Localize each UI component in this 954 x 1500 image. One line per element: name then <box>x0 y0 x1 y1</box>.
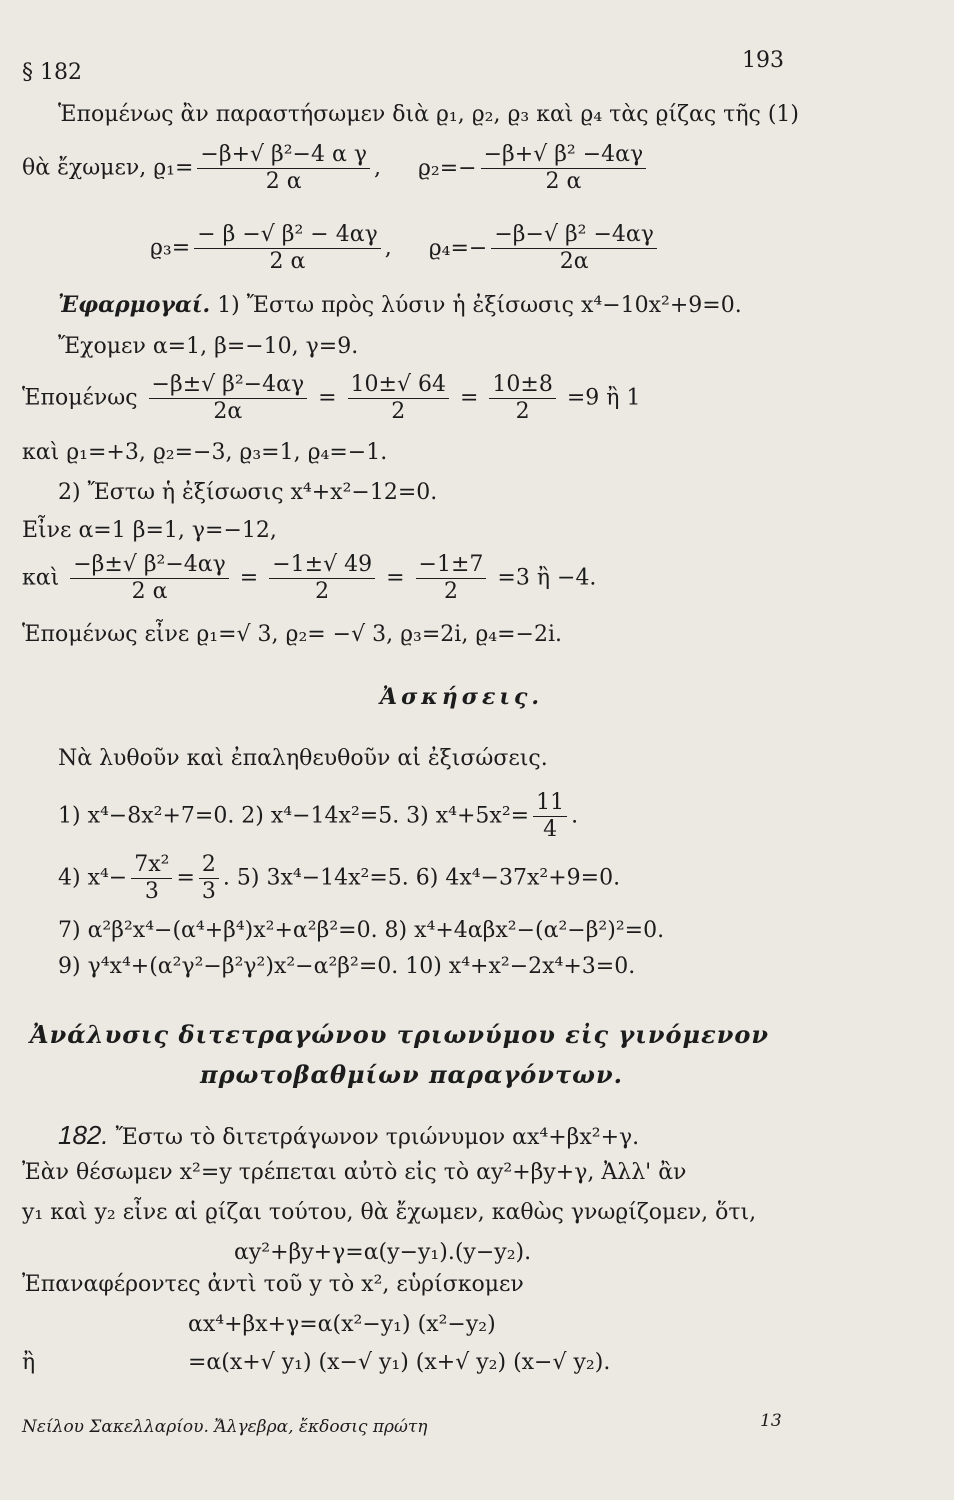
section-paragraph-4: Ἐπαναφέροντες ἀντὶ τοῦ y τὸ x², εὑρίσκομεν <box>22 1272 524 1297</box>
root3-lhs: ϱ₃= <box>150 235 191 261</box>
ex2-fraction-1 <box>70 552 229 605</box>
ex2-formula: καὶ $\frac{\text{−β±√ β²−4αγ}}{2 \alpha}$ = $\frac{-1\pm√ 49}{2}$ = $\frac{-1\pm 7}{2}$ =3 ἢ −4. <box>22 552 597 604</box>
section-title-line-2: πρωτοβαθμίων παραγόντων. <box>200 1060 623 1089</box>
exercises-row-3: 7) α²β²x⁴−(α⁴+β⁴)x²+α²β²=0. 8) x⁴+4αβx²−(α²−β²)²=0. <box>58 918 665 943</box>
section-p1-text: Ἔστω τὸ διτετράγωνον τριώνυμον αx⁴+βx²+γ. <box>115 1125 640 1150</box>
root3-den: 2 α <box>269 249 306 274</box>
ex1-fraction-1 <box>149 372 308 425</box>
exercise-4-f1-num: 7x² <box>131 852 172 879</box>
ex2-lead: καὶ <box>22 565 60 591</box>
ex2-f2-den: 2 <box>315 579 330 604</box>
ex1-f2-den: 2 <box>391 399 406 424</box>
footer-credit: Νείλου Σακελλαρίου. Ἄλγεβρα, ἔκδοσις πρώτη <box>22 1417 428 1437</box>
ex2-f3-den: 2 <box>443 579 458 604</box>
equation-2: αx⁴+βx+γ=α(x²−y₁) (x²−y₂) <box>188 1312 496 1337</box>
ex1-statement: 1) Ἔστω πρὸς λύσιν ἡ ἐξίσωσις x⁴−10x²+9=0. <box>217 293 742 318</box>
ex2-roots: Ἑπομένως εἶνε ϱ₁=√ 3, ϱ₂= −√ 3, ϱ₃=2i, ϱ₄=−2i. <box>22 622 562 647</box>
section-number: 182. <box>58 1120 109 1150</box>
exercise-3-fraction <box>533 790 567 843</box>
exercises-row1-text: 1) x⁴−8x²+7=0. 2) x⁴−14x²=5. 3) x⁴+5x²= <box>58 803 530 829</box>
ex1-f3-den: 2 <box>515 399 530 424</box>
section-paragraph-3: y₁ καὶ y₂ εἶνε αἱ ϱίζαι τούτου, θὰ ἔχωμεν, καθὼς γνωϱίζομεν, ὅτι, <box>22 1200 757 1225</box>
root2-fraction <box>481 142 647 195</box>
applications-title: Ἐφαρμογαί. <box>58 292 211 318</box>
root1-den: 2 α <box>265 169 302 194</box>
exercises-title: Ἀσκήσεις. <box>380 684 544 710</box>
root-row-2: ϱ₃= $\frac{\text{− β −√ β² − 4αγ}}{2 \alpha}$ , ϱ₄=− $\frac{\text{−β−√ β² −4αγ}}{2\alpha}$ <box>150 222 661 275</box>
root4-den: 2α <box>559 249 589 274</box>
root2-lhs: ϱ₂=− <box>417 155 477 181</box>
ex2-coefficients: Εἶνε α=1 β=1, γ=−12, <box>22 518 277 543</box>
exercise-3-num: 11 <box>533 790 567 817</box>
section-paragraph-1 <box>58 1122 639 1151</box>
ex1-f1-den: 2α <box>213 399 243 424</box>
equation-1: αy²+βy+γ=α(y−y₁).(y−y₂). <box>234 1240 532 1265</box>
exercises-row-4: 9) γ⁴x⁴+(α²γ²−β²γ²)x²−α²β²=0. 10) x⁴+x²−2x⁴+3=0. <box>58 954 636 979</box>
root1-fraction <box>197 142 370 195</box>
root1-num: −β+√ β²−4 α γ <box>197 142 370 169</box>
ex2-fraction-2 <box>269 552 375 605</box>
root3-num: − β −√ β² − 4αγ <box>194 222 381 249</box>
ex2-f1-num: −β±√ β²−4αγ <box>70 552 229 579</box>
root4-lhs: ϱ₄=− <box>428 235 488 261</box>
exercises-row-1: 1) x⁴−8x²+7=0. 2) x⁴−14x²=5. 3) x⁴+5x²= $\frac{11}{4}$ . <box>58 790 579 842</box>
section-title-line-1: Ἀνάλυσις διτετραγώνου τριωνύμου εἰς γινόμενον <box>30 1020 770 1049</box>
root2-den: 2 α <box>545 169 582 194</box>
ex2-f3-num: −1±7 <box>416 552 487 579</box>
ex1-f1-num: −β±√ β²−4αγ <box>149 372 308 399</box>
applications-ex1 <box>58 292 742 319</box>
ex1-f2-num: 10±√ 64 <box>348 372 449 399</box>
ex1-f3-num: 10±8 <box>489 372 555 399</box>
exercise-4-f1-den: 3 <box>144 879 159 904</box>
root1-lhs: ϱ₁= <box>153 155 194 181</box>
footer-signature: 13 <box>760 1411 782 1431</box>
ex2-statement: 2) Ἔστω ἡ ἐξίσωσις x⁴+x²−12=0. <box>58 480 438 505</box>
intro-lead: θὰ ἔχωμεν, <box>22 155 147 181</box>
ex1-fraction-3 <box>489 372 555 425</box>
exercises-row2-rest: . 5) 3x⁴−14x²=5. 6) 4x⁴−37x²+9=0. <box>222 865 621 891</box>
root-row-1: θὰ ἔχωμεν, ϱ₁= $\frac{\text{−β+√ β²−4 α γ}}{2 \alpha}$ , ϱ₂=− $\frac{\text{−β+√ β² −4αγ}}{2 \alpha}$ <box>22 142 650 195</box>
exercise-4-fraction-1 <box>131 852 172 905</box>
root4-fraction <box>491 222 657 275</box>
root3-fraction <box>194 222 381 275</box>
exercise-4-f2-den: 3 <box>201 879 216 904</box>
ex1-fraction-2 <box>348 372 449 425</box>
ex1-result: =9 ἢ 1 <box>566 385 641 411</box>
section-marker: § 182 <box>22 60 82 85</box>
root2-num: −β+√ β² −4αγ <box>481 142 647 169</box>
exercise-4-f2-num: 2 <box>199 852 219 879</box>
page-number: 193 <box>742 48 784 73</box>
exercise-4-equals: = <box>176 865 195 891</box>
section-paragraph-2: Ἐὰν θέσωμεν x²=y τρέπεται αὐτὸ εἰς τὸ αy²+βy+γ, Ἀλλ' ἂν <box>22 1160 687 1185</box>
ex2-fraction-3 <box>416 552 487 605</box>
intro-line: Ἑπομένως ἂν παραστήσωμεν διὰ ϱ₁, ϱ₂, ϱ₃ καὶ ϱ₄ τὰς ϱίζας τῆς (1) <box>58 102 799 127</box>
exercises-row-2 <box>58 852 620 905</box>
equation-3: =α(x+√ y₁) (x−√ y₁) (x+√ y₂) (x−√ y₂). <box>188 1350 611 1375</box>
exercises-instruction: Νὰ λυθοῦν καὶ ἐπαληθευθοῦν αἱ ἐξισώσεις. <box>58 746 548 771</box>
ex1-formula: Ἑπομένως $\frac{\text{−β±√ β²−4αγ}}{2\alpha}$ = $\frac{10\pm√ 64}{2}$ = $\frac{10\pm 8}{2}$ =9 ἢ 1 <box>22 372 641 424</box>
exercise-4-fraction-2 <box>199 852 219 905</box>
exercise-3-den: 4 <box>543 817 558 842</box>
ex2-result: =3 ἢ −4. <box>497 565 597 591</box>
exercise-4-pre: 4) x⁴− <box>58 865 128 891</box>
ex1-coefficients: Ἔχομεν α=1, β=−10, γ=9. <box>58 334 359 359</box>
ex2-f2-num: −1±√ 49 <box>269 552 375 579</box>
ex2-f1-den: 2 α <box>131 579 168 604</box>
root4-num: −β−√ β² −4αγ <box>491 222 657 249</box>
ex1-roots: καὶ ϱ₁=+3, ϱ₂=−3, ϱ₃=1, ϱ₄=−1. <box>22 440 388 465</box>
equation-3-lead: ἢ <box>22 1350 36 1375</box>
ex1-lead: Ἑπομένως <box>22 385 138 411</box>
